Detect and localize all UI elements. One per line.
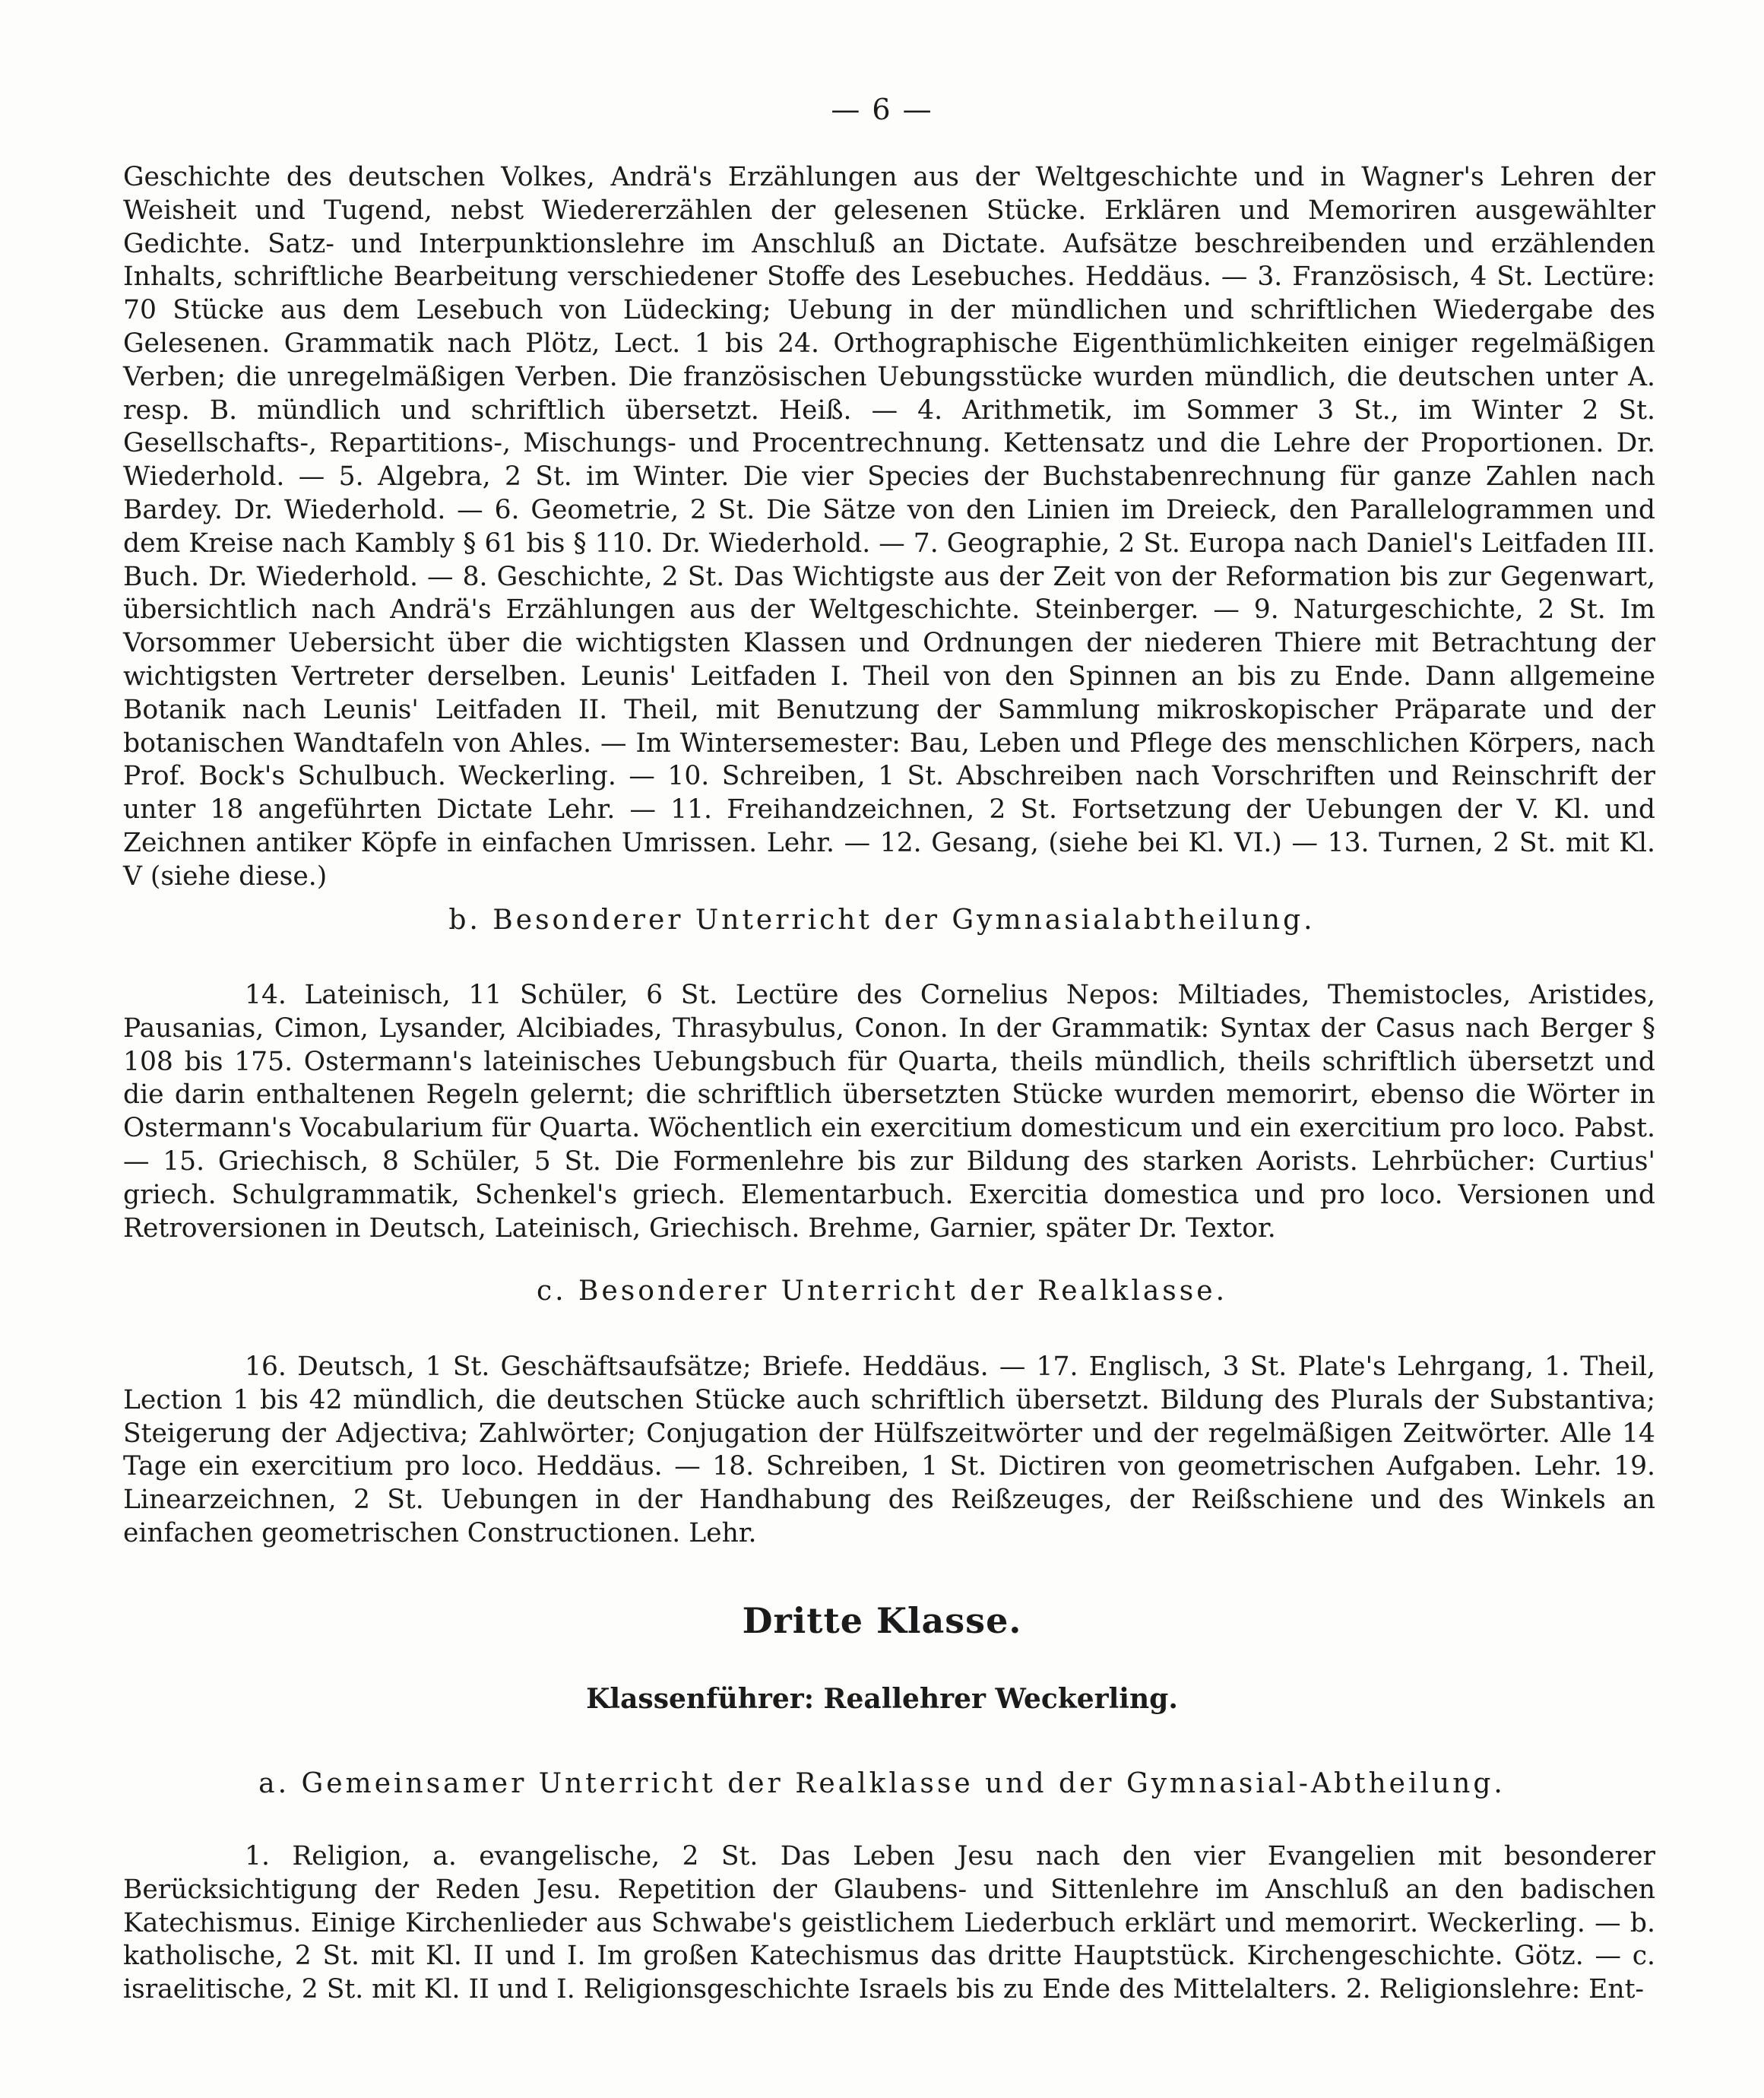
page-number: — 6 —: [831, 93, 933, 126]
section-heading-c: c. Besonderer Unterricht der Realklasse.: [536, 1276, 1228, 1307]
class-title: Dritte Klasse.: [742, 1600, 1022, 1641]
paragraph-text: Geschichte des deutschen Volkes, Andrä's Erzählungen aus der Weltgeschichte und in Wagner's Lehren der Weisheit und Tugend, nebst Wiedererzählen der gelesenen Stücke. Erklären und Memoriren ausgewählter Gedichte. Satz- und Interpunktionslehre im Anschluß an Dictate. Aufsätze beschreibenden und erzählenden Inhalts, schriftliche Bearbeitung verschiedener Stoffe des Lesebuches. Heddäus. — 3. Französisch, 4 St. Lectüre: 70 Stücke aus dem Lesebuch von Lüdecking; Uebung in der mündlichen und schriftlichen Wiedergabe des Gelesenen. Grammatik nach Plötz, Lect. 1 bis 24. Orthographische Eigenthümlichkeiten einiger regelmäßigen Verben; die unregelmäßigen Verben. Die französischen Uebungsstücke wurden mündlich, die deutschen unter A. resp. B. mündlich und schriftlich übersetzt. Heiß. — 4. Arithmetik, im Sommer 3 St., im Winter 2 St. Gesellschafts-, Repartitions-, Mischungs- und Procentrechnung. Kettensatz und die Lehre der Proportionen. Dr. Wiederhold. — 5. Algebra, 2 St. im Winter. Die vier Species der Buchstabenrechnung für ganze Zahlen nach Bardey. Dr. Wiederhold. — 6. Geometrie, 2 St. Die Sätze von den Linien im Dreieck, den Parallelogrammen und dem Kreise nach Kambly § 61 bis § 110. Dr. Wiederhold. — 7. Geographie, 2 St. Europa nach Daniel's Leitfaden III. Buch. Dr. Wiederhold. — 8. Geschichte, 2 St. Das Wichtigste aus der Zeit von der Reformation bis zur Gegenwart, übersichtlich nach Andrä's Erzählungen aus der Weltgeschichte. Steinberger. — 9. Naturgeschichte, 2 St. Im Vorsommer Uebersicht über die wichtigsten Klassen und Ordnungen der niederen Thiere mit Betrachtung der wichtigsten Vertreter derselben. Leunis' Leitfaden I. Theil von den Spinnen an bis zu Ende. Dann allgemeine Botanik nach Leunis' Leitfaden II. Theil, mit Benutzung der Sammlung mikroskopischer Präparate und der botanischen Wandtafeln von Ahles. — Im Wintersemester: Bau, Leben und Pflege des menschlichen Körpers, nach Prof. Bock's Schulbuch. Weckerling. — 10. Schreiben, 1 St. Abschreiben nach Vorschriften und Reinschrift der unter 18 angeführten Dictate Lehr. — 11. Freihandzeichnen, 2 St. Fortsetzung der Uebungen der V. Kl. und Zeichnen antiker Köpfe in einfachen Umrissen. Lehr. — 12. Gesang, (siehe bei Kl. VI.) — 13. Turnen, 2 St. mit Kl. V (siehe diese.): [123, 162, 1655, 892]
paragraph-gymnasium: [123, 979, 1655, 1245]
class-leader: Klassenführer: Reallehrer Weckerling.: [586, 1683, 1178, 1715]
paragraph-grade-4-common: [123, 161, 1655, 894]
section-heading-a: a. Gemeinsamer Unterricht der Realklasse und der Gymnasial-Abtheilung.: [258, 1768, 1506, 1799]
paragraph-grade-3-common: [123, 1840, 1655, 2007]
paragraph-text: 16. Deutsch, 1 St. Geschäftsaufsätze; Briefe. Heddäus. — 17. Englisch, 3 St. Plate's Lehrgang, 1. Theil, Lection 1 bis 42 mündlich, die deutschen Stücke auch schriftlich übersetzt. Bildung des Plurals der Substantiva; Steigerung der Adjectiva; Zahlwörter; Conjugation der Hülfszeitwörter und der regelmäßigen Zeitwörter. Alle 14 Tage ein exercitium pro loco. Heddäus. — 18. Schreiben, 1 St. Dictiren von geometrischen Aufgaben. Lehr. 19. Linearzeichnen, 2 St. Uebungen in der Handhabung des Reißzeuges, der Reißschiene und des Winkels an einfachen geometrischen Constructionen. Lehr.: [123, 1352, 1655, 1548]
paragraph-realklasse: [123, 1351, 1655, 1551]
section-heading-b: b. Besonderer Unterricht der Gymnasialabtheilung.: [448, 905, 1316, 936]
paragraph-text: 14. Lateinisch, 11 Schüler, 6 St. Lectüre des Cornelius Nepos: Miltiades, Themistocles, Aristides, Pausanias, Cimon, Lysander, Alcibiades, Thrasybulus, Conon. In der Grammatik: Syntax der Casus nach Berger § 108 bis 175. Ostermann's lateinisches Uebungsbuch für Quarta, theils mündlich, theils schriftlich übersetzt und die darin enthaltenen Regeln gelernt; die schriftlich übersetzten Stücke wurden memorirt, ebenso die Wörter in Ostermann's Vocabularium für Quarta. Wöchentlich ein exercitium domesticum und ein exercitium pro loco. Pabst. — 15. Griechisch, 8 Schüler, 5 St. Die Formenlehre bis zur Bildung des starken Aorists. Lehrbücher: Curtius' griech. Schulgrammatik, Schenkel's griech. Elementarbuch. Exercitia domestica und pro loco. Versionen und Retroversionen in Deutsch, Lateinisch, Griechisch. Brehme, Garnier, später Dr. Textor.: [123, 980, 1655, 1244]
paragraph-text: 1. Religion, a. evangelische, 2 St. Das Leben Jesu nach den vier Evangelien mit besonderer Berücksichtigung der Reden Jesu. Repetition der Glaubens- und Sittenlehre im Anschluß an den badischen Katechismus. Einige Kirchenlieder aus Schwabe's geistlichem Liederbuch erklärt und memorirt. Weckerling. — b. katholische, 2 St. mit Kl. II und I. Im großen Katechismus das dritte Hauptstück. Kirchengeschichte. Götz. — c. israelitische, 2 St. mit Kl. II und I. Religionsgeschichte Israels bis zu Ende des Mittelalters. 2. Religionslehre: Ent-: [123, 1841, 1655, 2005]
